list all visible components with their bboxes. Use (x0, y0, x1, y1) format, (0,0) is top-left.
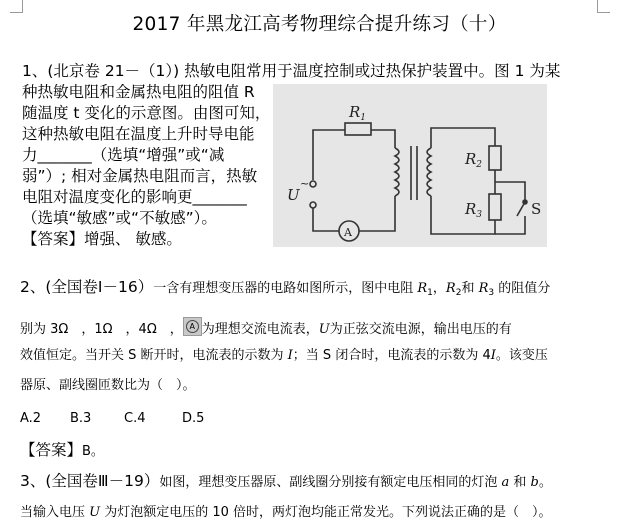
q1-line-2: 种热敏电阻和金属热电阻的阻值 R (22, 83, 255, 101)
option-a: A.2 (20, 411, 42, 426)
label-ammeter: A (344, 226, 352, 239)
label-u: U (287, 186, 300, 204)
q1-line-1: 1、(北京卷 21－（1）) 热敏电阻常用于温度控制或过热保护装置中。图 1 为某 (22, 62, 561, 80)
option-d: D.5 (182, 411, 205, 426)
primary-coil (395, 148, 399, 196)
resistor-r2 (489, 146, 501, 170)
option-c: C.4 (124, 411, 146, 426)
q1-answer: 【答案】增强、 敏感。 (22, 230, 182, 248)
label-switch: S (531, 200, 542, 218)
svg-text:~: ~ (300, 177, 310, 190)
q2-options (20, 409, 204, 429)
svg-text:R1 (348, 103, 366, 123)
q2-line-1: 2、(全国卷Ⅰ－16）一含有理想变压器的电路如图所示，图中电阻 $R_1$，$R_2$和 $R_3$ 的阻值分 (20, 278, 551, 298)
q2-line-2: 别为 3Ω ，1Ω ，4Ω ， A 为理想交流电流表，U为正弦交流电源，输出电压的有 (20, 317, 512, 340)
q2-answer: 【答案】B。 (20, 441, 104, 459)
svg-text:R2 (464, 150, 482, 170)
secondary-coil (427, 148, 431, 196)
q1-line-3: 随温度 t 变化的示意图。由图可知， (22, 104, 271, 122)
label-r1: R (349, 103, 361, 121)
q2-line-4: 器原、副线圈匝数比为（ ）。 (20, 378, 196, 393)
label-r2-sub: 2 (476, 160, 483, 170)
q1-line-4: 这种热敏电阻在温度上升时导电能 (22, 125, 255, 143)
svg-text:R3 (464, 200, 482, 220)
option-b: B.3 (70, 411, 92, 426)
document-title: 2017 年黑龙江高考物理综合提升练习（十） (132, 14, 507, 35)
q2-line-3: 效值恒定。当开关 S 断开时，电流表的示数为 I；当 S 闭合时，电流表的示数为 4I。该变压 (20, 348, 548, 363)
q1-line-7: 电阻对温度变化的影响更_______ (22, 188, 247, 206)
q3-line-2: 当输入电压 U 为灯泡额定电压的 10 倍时，两灯泡均能正常发光。下列说法正确的是（ ）。 (20, 505, 552, 520)
label-r3-sub: 3 (476, 210, 483, 220)
ammeter-icon: A (183, 317, 202, 336)
resistor-r1 (345, 123, 371, 135)
label-r2: R (465, 150, 477, 168)
q1-line-5: 力_______（选填“增强”或“减 (22, 146, 225, 164)
label-r3: R (465, 200, 477, 218)
q3-line-1: 3、(全国卷Ⅲ－19）如图，理想变压器原、副线圈分别接有额定电压相同的灯泡 a 和 b。 (20, 472, 552, 490)
label-r1-sub: 1 (360, 113, 367, 123)
q1-line-8: （选填“敏感”或“不敏感”）。 (22, 209, 217, 227)
transformer-circuit-diagram (273, 84, 547, 247)
q1-line-6: 弱”）; 相对金属热电阻而言，热敏 (22, 167, 258, 185)
circuit-figure (273, 84, 547, 247)
resistor-r3 (489, 194, 501, 220)
